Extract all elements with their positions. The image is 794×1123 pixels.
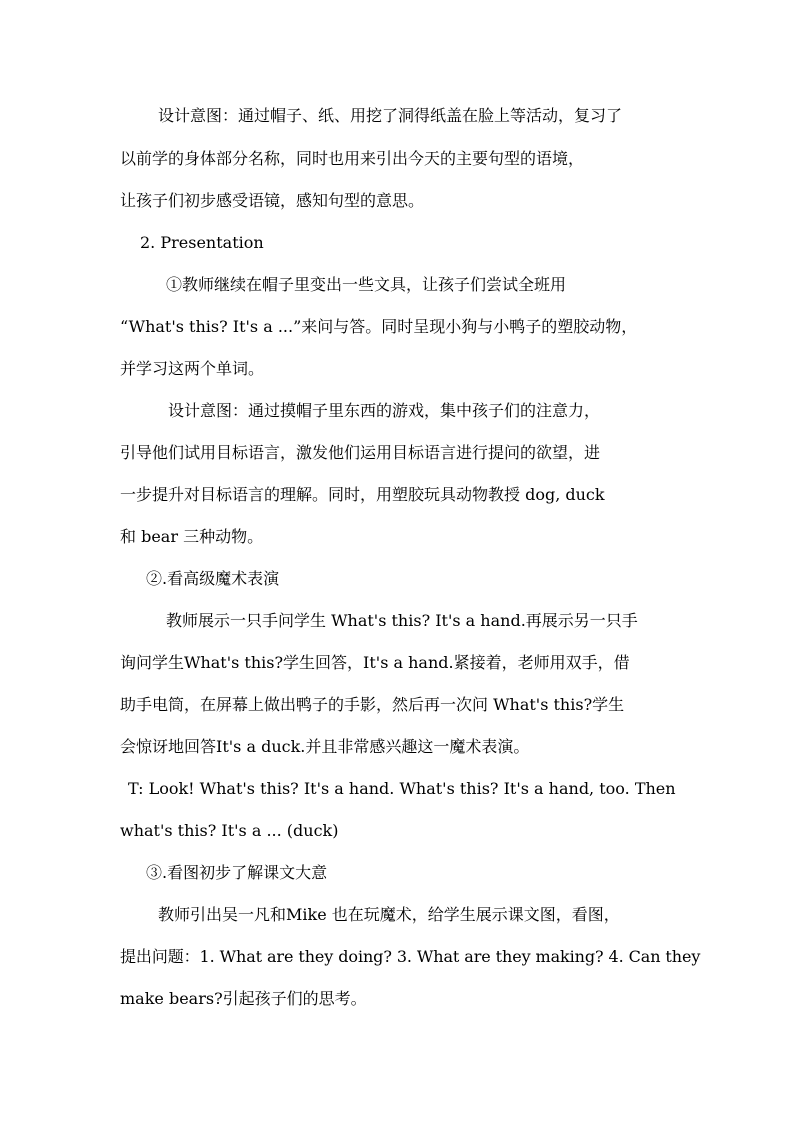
step-2-heading: ②.看高级魔术表演 (146, 569, 280, 588)
paragraph-design-intent-1-line-2: 以前学的身体部分名称，同时也用来引出今天的主要句型的语境， (120, 149, 585, 168)
step-1-line-3: 并学习这两个单词。 (120, 359, 265, 378)
step-1-line-2: “What's this? It's a ...”来问与答。同时呈现小狗与小鸭子的塑胶动物， (120, 317, 638, 336)
step-3-line-3: make bears?引起孩子们的思考。 (120, 989, 367, 1008)
section-heading-presentation: 2. Presentation (140, 233, 264, 252)
step-2-line-1: 教师展示一只手问学生 What's this? It's a hand.再展示另一只手 (166, 611, 638, 630)
step-3-line-1: 教师引出吴一凡和Mike 也在玩魔术，给学生展示课文图，看图， (158, 905, 620, 924)
paragraph-design-intent-1-line-1: 设计意图：通过帽子、纸、用挖了洞得纸盖在脸上等活动，复习了 (158, 106, 623, 125)
dialogue-line-1: T: Look! What's this? It's a hand. What's this? It's a hand, too. Then (128, 779, 676, 798)
paragraph-design-intent-2-line-4: 和 bear 三种动物。 (120, 527, 264, 546)
step-2-line-3: 助手电筒，在屏幕上做出鸭子的手影，然后再一次问 What's this?学生 (120, 695, 625, 714)
step-2-line-4: 会惊讶地回答It's a duck.并且非常感兴趣这一魔术表演。 (120, 737, 530, 756)
paragraph-design-intent-2-line-2: 引导他们试用目标语言，激发他们运用目标语言进行提问的欲望，进 (120, 443, 601, 462)
paragraph-design-intent-1-line-3: 让孩子们初步感受语镜，感知句型的意思。 (120, 191, 425, 210)
paragraph-design-intent-2-line-1: 设计意图：通过摸帽子里东西的游戏，集中孩子们的注意力， (168, 401, 601, 420)
step-3-line-2: 提出问题：1. What are they doing? 3. What are they making? 4. Can they (120, 947, 701, 966)
step-2-line-2: 询问学生What's this?学生回答，It's a hand.紧接着，老师用双手，借 (120, 653, 630, 672)
dialogue-line-2: what's this? It's a ... (duck) (120, 821, 339, 840)
step-3-heading: ③.看图初步了解课文大意 (146, 863, 328, 882)
step-1-line-1: ①教师继续在帽子里变出一些文具，让孩子们尝试全班用 (166, 275, 567, 294)
paragraph-design-intent-2-line-3: 一步提升对目标语言的理解。同时，用塑胶玩具动物教授 dog, duck (120, 485, 605, 504)
